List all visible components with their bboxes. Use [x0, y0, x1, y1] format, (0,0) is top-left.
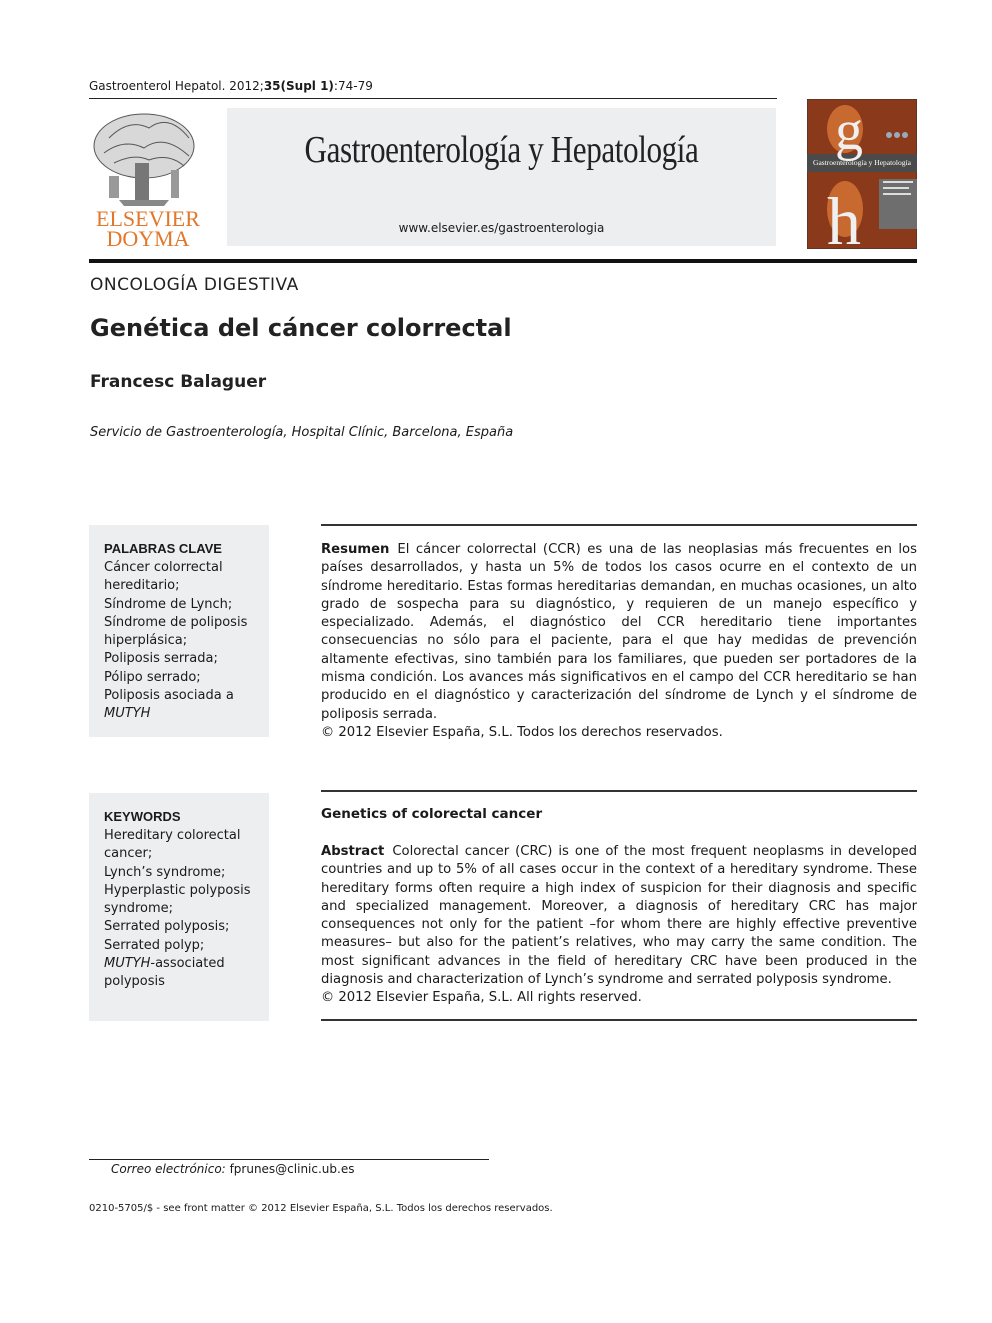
- keyword: Cáncer colorrectal: [104, 560, 223, 575]
- abstract-en-label: Abstract: [321, 844, 385, 859]
- keyword: Lynch’s syndrome;: [104, 864, 226, 880]
- journal-title: Gastroenterología y Hepatología: [304, 129, 699, 171]
- elsevier-logo: [89, 108, 207, 248]
- keyword-suffix: -associated: [150, 956, 225, 972]
- email-label: Correo electrónico:: [111, 1162, 226, 1176]
- abstract-en-copyright: © 2012 Elsevier España, S.L. All rights reserved.: [321, 990, 642, 1006]
- english-title: Genetics of colorectal cancer: [321, 806, 543, 822]
- keyword: Hereditary colorectal: [104, 828, 241, 843]
- author: Francesc Balaguer: [90, 372, 267, 392]
- keywords-es-heading: PALABRAS CLAVE: [104, 541, 222, 556]
- keywords-en-list: [104, 827, 264, 992]
- abstract-es-copyright: © 2012 Elsevier España, S.L. Todos los derechos reservados.: [321, 724, 723, 740]
- email-address[interactable]: fprunes@clinic.ub.es: [229, 1162, 355, 1176]
- footer-text: 0210-5705/$ - see front matter © 2012 Elsevier España, S.L. Todos los derechos reservados.: [89, 1203, 553, 1214]
- citation-pages: :74-79: [333, 79, 373, 93]
- abstract-en-bottom-rule: [321, 1019, 917, 1021]
- keyword: Poliposis asociada a: [104, 688, 234, 704]
- journal-cover-image: [807, 99, 917, 249]
- cover-letter-g: g: [835, 100, 863, 162]
- keyword: syndrome;: [104, 901, 174, 917]
- keyword: cancer;: [104, 846, 153, 862]
- affiliation: Servicio de Gastroenterología, Hospital Clínic, Barcelona, España: [90, 425, 514, 440]
- journal-header: [227, 108, 776, 246]
- keyword: hereditario;: [104, 578, 180, 594]
- footnote-rule: [89, 1159, 489, 1160]
- section-label: ONCOLOGÍA DIGESTIVA: [90, 275, 299, 295]
- journal-url[interactable]: www.elsevier.es/gastroenterologia: [398, 221, 605, 235]
- keyword: Síndrome de poliposis: [104, 614, 248, 630]
- publisher-line2: DOYMA: [106, 226, 190, 248]
- keyword: polyposis: [104, 974, 165, 990]
- cover-letter-h: h: [827, 183, 861, 249]
- keyword: Síndrome de Lynch;: [104, 596, 233, 612]
- keyword: Serrated polyposis;: [104, 919, 230, 935]
- abstract-es-text: El cáncer colorrectal (CCR) es una de las neoplasias más frecuentes en los países desarrollados, y hasta un 5% de todos los casos ocurre en el contexto de un síndrome hereditario. Estas formas hereditarias demandan, en muchas ocasiones, un alto grado de sospecha para su diagnóstico, y requieren de un manejo específico y especializado. Además, el diagnóstico del CCR hereditario tiene importantes consecuencias no sólo para el paciente, para el que hay medidas de prevención altamente efectivas, sino también para los familiares, que pueden ser portadores de la misma condición. Los avances más significativos en el campo del CCR hereditario se han producido en el diagnóstico y caracterización del síndrome de Lynch y el síndrome de poliposis serrada.: [321, 542, 917, 722]
- journal-cover: [807, 99, 917, 249]
- citation-prefix: Gastroenterol Hepatol. 2012;: [89, 79, 264, 93]
- keyword: Pólipo serrado;: [104, 669, 201, 685]
- keyword: Serrated polyp;: [104, 937, 205, 953]
- citation: [89, 79, 373, 93]
- keyword: [104, 955, 264, 973]
- abstract-es: [321, 541, 917, 742]
- abstract-en-top-rule: [321, 790, 917, 792]
- top-rule: [89, 98, 777, 99]
- abstract-en-text: Colorectal cancer (CRC) is one of the most frequent neoplasms in developed countries and up to 5% of all cases occur in the context of a hereditary syndrome. These hereditary forms often require a high index of suspicion for their diagnosis and specific and specialized management. Moreover, a diagnosis of hereditary CRC has major consequences not only for the patient –for whom there are highly effective preventive measures– but also for the patient’s relatives, who may carry the same condition. The most significant advances in the field of hereditary CRC have been produced in the diagnosis and characterization of Lynch’s syndrome and serrated polyposis syndrome.: [321, 844, 917, 988]
- keyword: MUTYH: [104, 706, 151, 722]
- header-divider: [89, 259, 917, 263]
- footnote-email: [111, 1162, 354, 1176]
- citation-volume: 35(Supl 1): [263, 79, 334, 93]
- keywords-es-box: [89, 525, 269, 737]
- abstract-es-top-rule: [321, 524, 917, 526]
- keywords-en-box: [89, 793, 269, 1021]
- abstract-es-label: Resumen: [321, 542, 390, 557]
- keywords-en-heading: KEYWORDS: [104, 809, 181, 824]
- elsevier-tree-icon: [89, 108, 207, 248]
- article-title: Genética del cáncer colorrectal: [90, 314, 512, 342]
- cover-title: Gastroenterología y Hepatología: [813, 158, 911, 167]
- abstract-en: [321, 843, 917, 1008]
- keyword: Hyperplastic polyposis: [104, 882, 251, 898]
- keyword: Poliposis serrada;: [104, 651, 218, 667]
- keyword: hiperplásica;: [104, 633, 188, 649]
- publisher-line1: ELSEVIER: [96, 206, 200, 231]
- keyword-gene: MUTYH: [104, 956, 151, 972]
- keywords-es-list: [104, 559, 264, 724]
